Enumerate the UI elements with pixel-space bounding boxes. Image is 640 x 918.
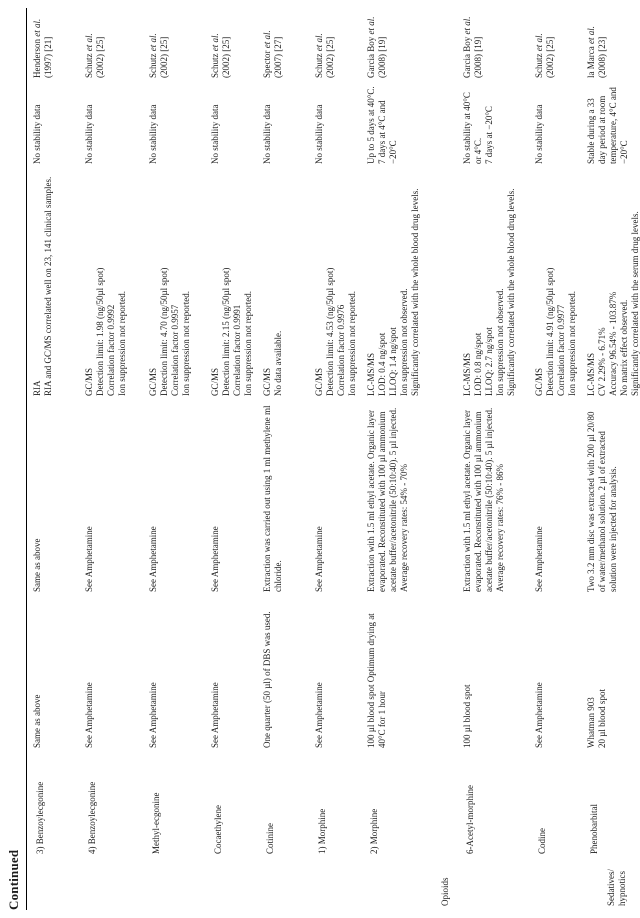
reference-cell xyxy=(79,8,143,78)
table-row xyxy=(309,8,361,910)
cell-line: Same as above xyxy=(32,694,42,748)
stability-cell xyxy=(529,78,581,164)
cell-line: (2008) [19] xyxy=(472,36,483,78)
cell-line: See Amphetamine xyxy=(313,526,324,592)
category-cell xyxy=(27,854,309,910)
cell-line: Spector et al. xyxy=(261,30,272,78)
method-cell xyxy=(27,164,79,396)
cell-line: 100 µl blood spot xyxy=(461,684,472,748)
extraction-cell xyxy=(205,396,257,592)
reference-cell xyxy=(581,8,640,78)
table-continued-label: Continued xyxy=(6,849,21,910)
table-row xyxy=(457,8,529,910)
analyte-cell: 4) Benzoylecgonine xyxy=(86,781,97,854)
cell-line: (2008) [19] xyxy=(376,36,387,78)
cell-line: (2002) [25] xyxy=(324,36,335,78)
cell-line: Detection limit: 1.98 (ng/50µl spot) xyxy=(94,267,105,396)
stability-cell xyxy=(457,78,529,164)
cell-line: Extraction was carried out using 1 ml methylene ml chloride. xyxy=(261,405,283,592)
reference-cell xyxy=(143,8,205,78)
stability-cell xyxy=(27,78,79,164)
cell-line: RIA and GC/MS correlated well on 23, 141 clinical samples. xyxy=(43,176,53,396)
cell-line: Correlation factor 0.9957 xyxy=(169,304,180,396)
stability-cell xyxy=(205,78,257,164)
cell-line: LLOQ: 2.7 ng/spot xyxy=(483,327,494,396)
cell-line: Extraction with 1.5 ml ethyl acetate. Organic layer evaporated. Reconstituted with 100 µl ammonium acetate buffer/acetonitrile (50:10:40). 5 µl injected. Average recovery rates: 76% - 86% xyxy=(461,407,505,592)
extraction-cell xyxy=(309,396,361,592)
analyte-cell: Methyl-ecgonine xyxy=(150,792,161,854)
analyte-cell: Cotinine xyxy=(264,823,275,854)
reference-cell xyxy=(309,8,361,78)
cell-line: No stability data xyxy=(313,104,324,164)
cell-line: No stability at 40°C or 4°C. xyxy=(461,92,483,164)
cell-line: 100 µl blood spot Optimum drying at 40°C for 1 hour xyxy=(365,613,387,748)
cell-line: Detection limit: 4.91 (ng/50µl spot) xyxy=(544,267,555,396)
cell-line: GC/MS xyxy=(533,367,544,396)
cell-line: Correlation factor 0.9992 xyxy=(105,304,116,396)
cell-line: LLOQ: 1.4 ng/spot xyxy=(387,327,398,396)
cell-line: See Amphetamine xyxy=(83,682,94,748)
cell-line: No matrix effect observed. xyxy=(618,299,629,396)
cell-line: LC-MS/MS xyxy=(365,352,376,396)
cell-line: See Amphetamine xyxy=(209,682,220,748)
table-body xyxy=(27,8,640,910)
method-cell xyxy=(309,164,361,396)
sampling-cell xyxy=(309,592,361,748)
extraction-cell xyxy=(143,396,205,592)
table-row xyxy=(361,8,457,910)
cell-line: No stability data xyxy=(83,104,94,164)
sampling-cell xyxy=(79,592,143,748)
cell-line: Detection limit: 4.53 (ng/50µl spot) xyxy=(324,267,335,396)
cell-line: (2007) [27] xyxy=(272,36,283,78)
stability-cell xyxy=(581,78,640,164)
cell-line: LC-MS/MS xyxy=(585,352,596,396)
sampling-cell xyxy=(529,592,581,748)
sampling-cell xyxy=(205,592,257,748)
cell-line: Sedatives/ xyxy=(606,869,617,906)
cell-line: 7 days at −20°C xyxy=(483,106,494,164)
cell-line: la Marca et al. xyxy=(585,26,596,78)
cell-line: Ion suppression not reported. xyxy=(346,291,357,396)
stability-cell xyxy=(257,78,309,164)
reference-cell xyxy=(205,8,257,78)
cell-line: No stability data xyxy=(533,104,544,164)
cell-line: Extraction with 1.5 ml ethyl acetate. Organic layer evaporated. Reconstituted with 100 µl ammonium acetate buffer/acetonitrile (50:10:40). 5 µl injected. Average recovery rates: 54% - 70% xyxy=(365,407,409,592)
cell-line: CV 2.29% - 6.71% xyxy=(596,327,607,396)
category-cell xyxy=(309,854,581,910)
cell-line: Ion suppression not observed. xyxy=(398,288,409,396)
analyte-cell: Phenobarbital xyxy=(588,804,599,854)
cell-line: No stability data xyxy=(261,104,272,164)
method-cell xyxy=(581,164,640,396)
cell-line: Opioids xyxy=(440,877,450,906)
cell-line: Significantly correlated with the whole blood drug levels. xyxy=(409,188,420,396)
reference-cell xyxy=(257,8,309,78)
method-cell xyxy=(79,164,143,396)
cell-line: Ion suppression not reported. xyxy=(242,291,253,396)
table-row xyxy=(581,8,640,910)
cell-line: Garcia Boy et al. xyxy=(365,16,376,78)
cell-line: See Amphetamine xyxy=(313,682,324,748)
cell-line: No data available. xyxy=(272,330,283,396)
extraction-cell xyxy=(581,396,640,592)
cell-line: (2008) [23] xyxy=(596,36,607,78)
cell-line: Schutz et al. xyxy=(533,33,544,78)
method-cell xyxy=(529,164,581,396)
table-row xyxy=(257,8,309,910)
cell-line: Up to 5 days at 40°C. xyxy=(365,86,376,164)
cell-line: No stability data xyxy=(147,104,158,164)
cell-line: See Amphetamine xyxy=(209,526,220,592)
table-row xyxy=(529,8,581,910)
stability-cell xyxy=(309,78,361,164)
extraction-cell xyxy=(529,396,581,592)
table-row xyxy=(205,8,257,910)
cell-line: Ion suppression not observed. xyxy=(494,288,505,396)
cell-line: 7 days at 4°C and −20°C xyxy=(376,100,398,164)
method-cell xyxy=(143,164,205,396)
cell-line: Garcia Boy et al. xyxy=(461,16,472,78)
stability-cell xyxy=(361,78,457,164)
analyte-cell: 6-Acetyl-morphine xyxy=(464,785,475,854)
cell-line: See Amphetamine xyxy=(83,526,94,592)
cell-line: Two 3.2 mm disc was extracted with 200 µl 20/80 of water/methanol solution. 2 µl of extracted solution were injected for analysis. xyxy=(585,411,618,592)
cell-line: Correlation factor 0.9977 xyxy=(555,304,566,396)
cell-line: (2002) [25] xyxy=(94,36,105,78)
cell-line: Significantly correlated with the serum drug levels. xyxy=(629,211,640,396)
cell-line: Correlation factor 0.9991 xyxy=(231,304,242,396)
cell-line: (2002) [25] xyxy=(158,36,169,78)
cell-line: Whatman 903 xyxy=(585,697,596,748)
analyte-cell: 2) Morphine xyxy=(368,808,379,854)
cell-line: No stability data xyxy=(209,104,220,164)
cell-line: Ion suppression not reported. xyxy=(566,291,577,396)
sampling-cell xyxy=(581,592,640,748)
extraction-cell xyxy=(27,396,79,592)
method-cell xyxy=(361,164,457,396)
cell-line: LOD: 0.4 ng/spot xyxy=(376,332,387,396)
cell-line: Schutz et al. xyxy=(209,33,220,78)
cell-line: Schutz et al. xyxy=(83,33,94,78)
cell-line: Henderson et al. xyxy=(32,18,42,78)
analyte-cell: Cocaethylene xyxy=(212,805,223,854)
sampling-cell xyxy=(457,592,529,748)
cell-line: LOD: 0.8 ng/spot xyxy=(472,332,483,396)
cell-line: Correlation factor 0.9976 xyxy=(335,304,346,396)
cell-line: See Amphetamine xyxy=(533,526,544,592)
sampling-cell xyxy=(257,592,309,748)
method-cell xyxy=(457,164,529,396)
sampling-cell xyxy=(27,592,79,748)
cell-line: LC-MS/MS xyxy=(461,352,472,396)
cell-line: GC/MS xyxy=(83,367,94,396)
sampling-cell xyxy=(143,592,205,748)
analyte-cell: Codine xyxy=(536,828,547,854)
table-row xyxy=(79,8,143,910)
extraction-cell xyxy=(361,396,457,592)
analyte-cell: 3) Benzoylecgonine xyxy=(35,781,45,854)
cell-line: Stable during a 33 day period at room temperature, 4°C and −20°C xyxy=(585,87,629,164)
analyte-cell: 1) Morphine xyxy=(316,808,327,854)
cell-line: 20 µl blood spot xyxy=(596,689,607,748)
cell-line: GC/MS xyxy=(147,367,158,396)
reference-cell xyxy=(529,8,581,78)
cell-line: Ion suppression not reported. xyxy=(116,291,127,396)
table-row xyxy=(27,8,79,910)
method-cell xyxy=(205,164,257,396)
cell-line: Ion suppression not reported. xyxy=(180,291,191,396)
cell-line: (1997) [21] xyxy=(43,36,53,78)
cell-line: See Amphetamine xyxy=(533,682,544,748)
cell-line: hypnotics xyxy=(617,871,628,906)
cell-line: Detection limit: 4.70 (ng/50µl spot) xyxy=(158,267,169,396)
cell-line: Detection limit: 2.15 (ng/50µl spot) xyxy=(220,267,231,396)
category-cell xyxy=(581,854,640,910)
stability-cell xyxy=(143,78,205,164)
cell-line: Significantly correlated with the whole blood drug levels. xyxy=(505,188,516,396)
cell-line: See Amphetamine xyxy=(147,682,158,748)
reference-cell xyxy=(361,8,457,78)
cell-line: RIA xyxy=(32,380,42,396)
dbs-drug-stability-table xyxy=(26,8,640,910)
table-row xyxy=(143,8,205,910)
cell-line: See Amphetamine xyxy=(147,526,158,592)
cell-line: (2002) [25] xyxy=(220,36,231,78)
cell-line: Schutz et al. xyxy=(147,33,158,78)
extraction-cell xyxy=(257,396,309,592)
reference-cell xyxy=(27,8,79,78)
cell-line: GC/MS xyxy=(261,367,272,396)
extraction-cell xyxy=(79,396,143,592)
cell-line: No stability data xyxy=(32,104,42,164)
stability-cell xyxy=(79,78,143,164)
method-cell xyxy=(257,164,309,396)
sampling-cell xyxy=(361,592,457,748)
cell-line: One quarter (50 µl) of DBS was used. xyxy=(261,611,272,748)
cell-line: GC/MS xyxy=(209,367,220,396)
cell-line: Same as above xyxy=(32,538,42,592)
cell-line: Accuracy 96.54% - 103.87% xyxy=(607,291,618,396)
extraction-cell xyxy=(457,396,529,592)
reference-cell xyxy=(457,8,529,78)
cell-line: (2002) [25] xyxy=(544,36,555,78)
cell-line: Schutz et al. xyxy=(313,33,324,78)
cell-line: GC/MS xyxy=(313,367,324,396)
